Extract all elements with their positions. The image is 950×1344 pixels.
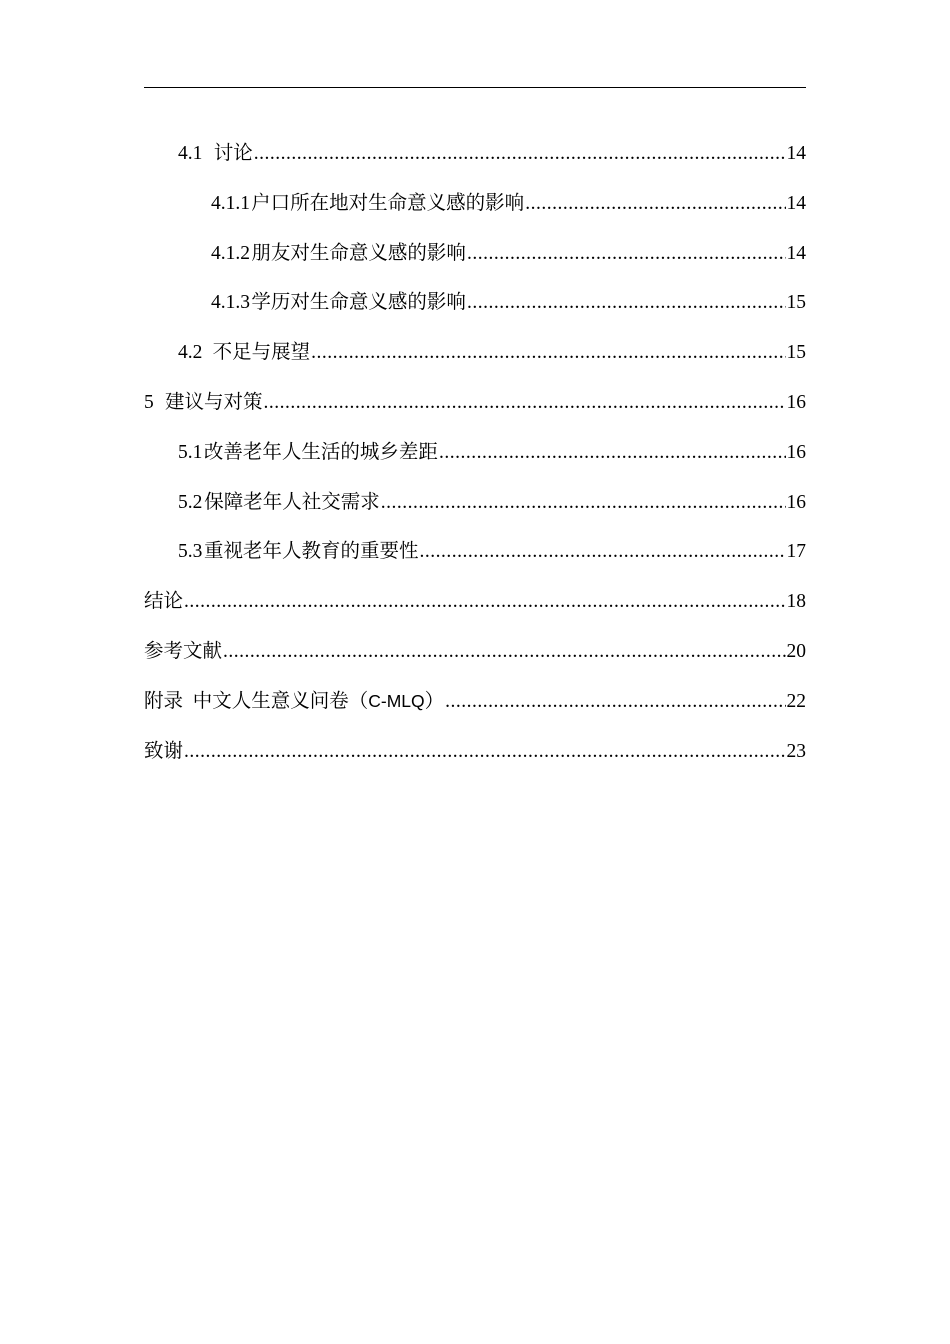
toc-appendix-title-latin: C-MLQ [368,690,425,711]
toc-entry-title: 参考文献 [144,640,223,662]
toc-entry-5[interactable] [144,378,806,428]
toc-entry-4-1[interactable] [144,129,806,179]
toc-entry-number: 5.3 [178,541,203,563]
toc-entry-title: 结论 [144,591,184,613]
toc-entry-5-2[interactable] [144,478,806,528]
header-rule [144,87,806,88]
toc-entry-page: 16 [786,441,806,463]
toc-entry-page: 23 [786,740,806,762]
toc-entry-page: 15 [786,342,806,364]
toc-entry-page: 14 [786,242,806,264]
toc-entry-page: 17 [786,541,806,563]
toc-entry-title: 致谢 [144,740,184,762]
toc-entry-number: 4.1.3 [211,292,250,314]
toc-leader-dots [467,229,786,279]
toc-entry-page: 15 [786,292,806,314]
toc-entry-title: 讨论 [213,143,253,164]
toc-entry-page: 20 [786,640,806,662]
toc-entry-5-1[interactable] [144,428,806,478]
toc-leader-dots [263,378,785,428]
toc-entry-4-1-2[interactable] [144,229,806,279]
toc-entry-4-2[interactable] [144,328,806,378]
toc-appendix-title-suffix: ） [424,690,445,712]
toc-entry-title: 朋友对生命意义感的影响 [251,242,466,264]
toc-entry-page: 18 [786,591,806,613]
toc-leader-dots [184,727,785,777]
toc-entry-page: 16 [786,491,806,513]
toc-leader-dots [420,527,786,577]
toc-entry-number: 5.2 [178,491,203,513]
toc-entry-page: 22 [786,690,806,712]
toc-entry-4-1-3[interactable] [144,278,806,328]
toc-leader-dots [439,428,786,478]
toc-entry-number: 4.1.1 [211,192,250,214]
toc-entry-title: 重视老年人教育的重要性 [204,541,419,563]
toc-entry-acknowledgements[interactable] [144,727,806,777]
toc-entry-title: 改善老年人生活的城乡差距 [203,441,438,463]
toc-entry-number: 4.1 [178,143,203,164]
toc-entry-page: 16 [786,391,806,413]
toc-entry-page: 14 [786,143,806,164]
toc-entry-references[interactable] [144,627,806,677]
toc-entry-number: 4.1.2 [211,242,250,264]
toc-leader-dots [381,478,786,528]
toc-entry-appendix[interactable] [144,677,806,727]
table-of-contents [144,129,806,776]
toc-leader-dots [223,627,785,677]
toc-entry-title: 学历对生命意义感的影响 [251,292,466,314]
toc-leader-dots [311,328,785,378]
toc-entry-4-1-1[interactable] [144,179,806,229]
toc-leader-dots [445,677,785,727]
toc-leader-dots [525,179,785,229]
toc-entry-conclusion[interactable] [144,577,806,627]
toc-entry-title: 保障老年人社交需求 [204,491,380,513]
toc-entry-page: 14 [786,192,806,214]
toc-entry-title: 户口所在地对生命意义感的影响 [251,192,525,214]
toc-appendix-title-prefix: 附录 中文人生意义问卷（ [144,690,369,712]
toc-leader-dots [184,577,785,627]
toc-entry-5-3[interactable] [144,527,806,577]
toc-entry-title [144,677,444,727]
toc-entry-number: 4.2 [178,342,203,364]
toc-entry-number: 5 [144,391,154,413]
toc-leader-dots [467,278,786,328]
toc-entry-number: 5.1 [178,441,203,463]
toc-leader-dots [254,129,786,179]
toc-entry-title: 不足与展望 [212,342,311,364]
toc-entry-title: 建议与对策 [164,391,263,413]
